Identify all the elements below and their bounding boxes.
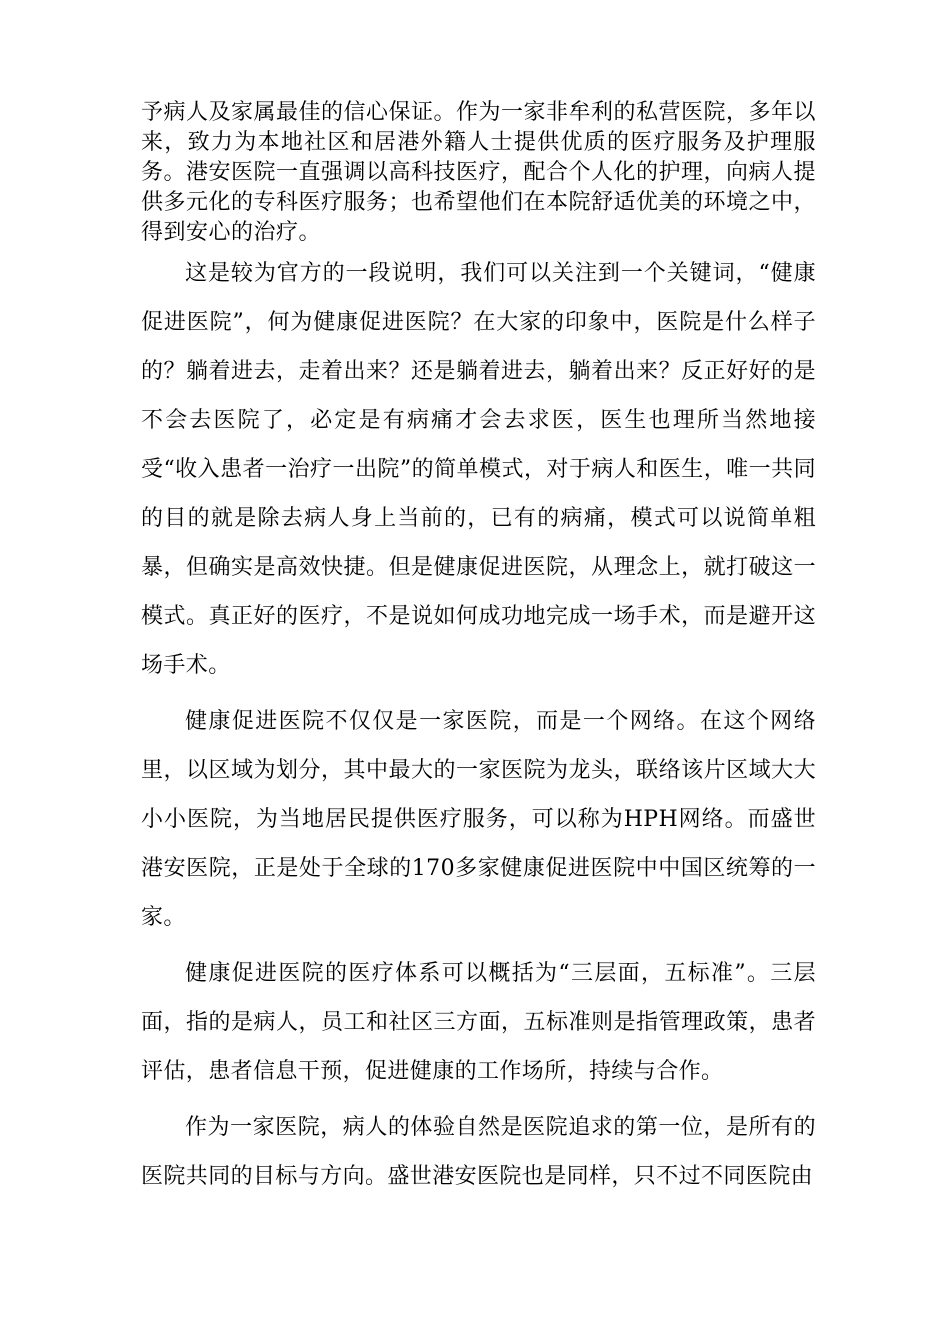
intro-paragraph: 予病人及家属最佳的信心保证。作为一家非牟利的私营医院，多年以来，致力为本地社区和居港外籍人士提供优质的医疗服务及护理服务。港安医院一直强调以高科技医疗，配合个人化的护理，向病人提供多元化的专科医疗服务；也希望他们在本院舒适优美的环境之中，得到安心的治疗。 xyxy=(141,100,817,245)
paragraph-healthy-hospital-concept: 这是较为官方的一段说明，我们可以关注到一个关键词，“健康促进医院”，何为健康促进医院？在大家的印象中，医院是什么样子的？躺着进去，走着出来？还是躺着进去，躺着出来？反正好好的是不会去医院了，必定是有病痛才会去求医，医生也理所当然地接受“收入患者一治疗一出院”的简单模式，对于病人和医生，唯一共同的目的就是除去病人身上当前的，已有的病痛，模式可以说简单粗暴，但确实是高效快捷。但是健康促进医院，从理念上，就打破这一模式。真正好的医疗，不是说如何成功地完成一场手术，而是避开这场手术。 xyxy=(141,261,816,678)
paragraph-three-levels-five-standards: 健康促进医院的医疗体系可以概括为“三层面，五标准”。三层面，指的是病人，员工和社区三方面，五标准则是指管理政策，患者评估，患者信息干预，促进健康的工作场所，持续与合作。 xyxy=(141,961,816,1084)
paragraph-hph-network: 健康促进医院不仅仅是一家医院，而是一个网络。在这个网络里，以区域为划分，其中最大的一家医院为龙头，联络该片区域大大小小医院，为当地居民提供医疗服务，可以称为HPH网络。而盛世港安医院，正是处于全球的170多家健康促进医院中中国区统筹的一家。 xyxy=(141,709,816,930)
paragraph-patient-experience: 作为一家医院，病人的体验自然是医院追求的第一位，是所有的医院共同的目标与方向。盛世港安医院也是同样，只不过不同医院由 xyxy=(141,1115,816,1189)
body-text xyxy=(141,249,816,1208)
